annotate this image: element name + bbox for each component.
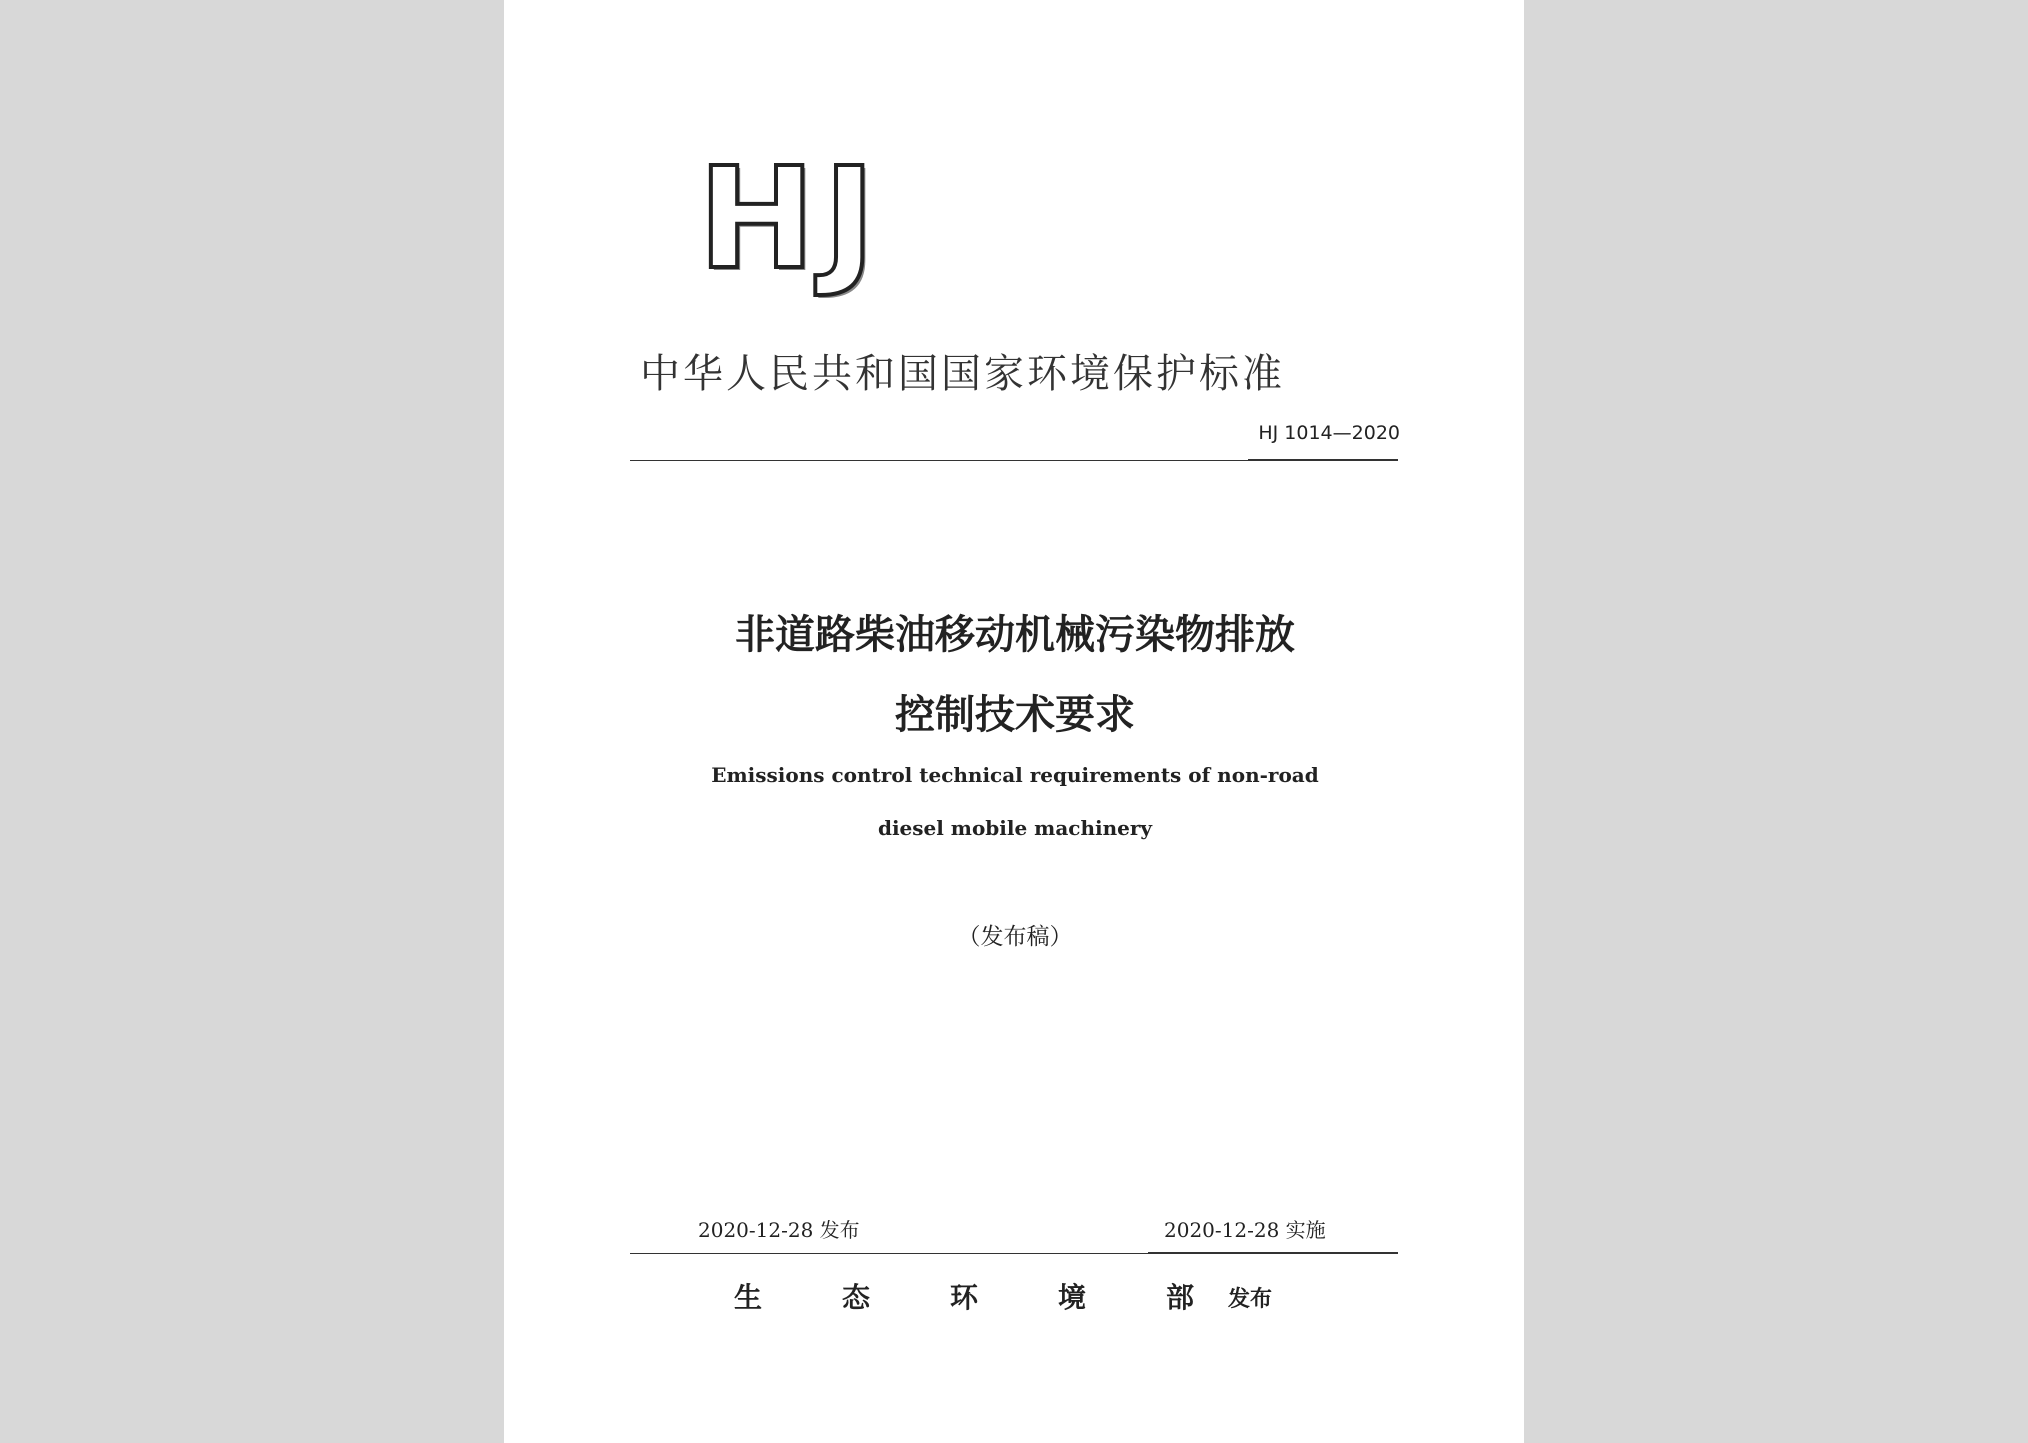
header-rule-thin [630,460,1250,461]
title-cn-line1: 非道路柴油移动机械污染物排放 [735,612,1295,658]
org-title: 中华人民共和国国家环境保护标准 [640,351,1285,397]
title-cn-line2: 控制技术要求 [895,692,1135,738]
hj-logo: HJ [698,138,884,301]
issuer-char-3: 环 [950,1281,979,1314]
issuer-char-2: 态 [842,1281,871,1314]
release-date: 2020-12-28 发布 [698,1218,860,1242]
effective-date: 2020-12-28 实施 [1164,1218,1326,1242]
issuer-char-4: 境 [1058,1281,1087,1314]
footer-rule-thin [630,1253,1150,1254]
title-en-line1: Emissions control technical requirements of non-road [711,763,1319,787]
standard-code: HJ 1014—2020 [1258,422,1400,444]
issuer-char-1: 生 [734,1281,763,1314]
issuer-char-5: 部 [1166,1281,1195,1314]
draft-label: （发布稿） [957,924,1073,950]
issuer-suffix: 发布 [1228,1287,1273,1312]
title-en-line2: diesel mobile machinery [877,816,1153,840]
footer-rule-thick [1148,1252,1398,1254]
header-rule-thick [1248,459,1398,461]
